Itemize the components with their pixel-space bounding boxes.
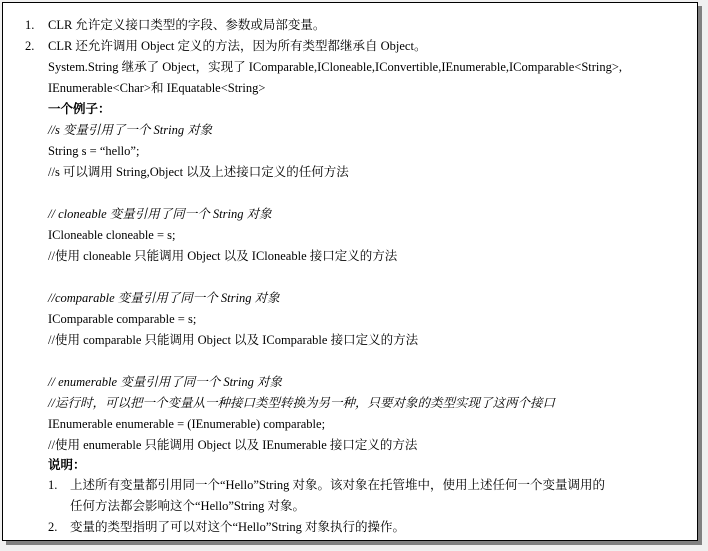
code-comment: //运行时，可以把一个变量从一种接口类型转换为另一种，只要对象的类型实现了这两个接口 [48,396,555,410]
code-comment: // enumerable 变量引用了同一个 String 对象 [48,375,283,389]
note-number: 2. [48,520,58,534]
note-number: 1. [48,478,58,492]
code-line: ICloneable cloneable = s; [48,228,176,242]
note-text: 任何方法都会影响这个“Hello”String 对象。 [70,499,306,513]
code-comment: //使用 cloneable 只能调用 Object 以及 ICloneable 接口定义的方法 [48,249,398,263]
code-comment: //使用 enumerable 只能调用 Object 以及 IEnumerable 接口定义的方法 [48,438,418,452]
note-text: 变量的类型指明了可以对这个“Hello”String 对象执行的操作。 [70,520,406,534]
code-line: IComparable comparable = s; [48,312,197,326]
list-item-text: CLR 允许定义接口类型的字段、参数或局部变量。 [48,18,326,32]
section-heading: 说明： [48,458,86,472]
code-comment: // cloneable 变量引用了同一个 String 对象 [48,207,272,221]
code-comment: //comparable 变量引用了同一个 String 对象 [48,291,280,305]
list-number: 2. [25,39,35,53]
code-comment: //s 可以调用 String,Object 以及上述接口定义的任何方法 [48,165,349,179]
code-line: IEnumerable enumerable = (IEnumerable) comparable; [48,417,326,431]
code-comment: //使用 comparable 只能调用 Object 以及 IComparable 接口定义的方法 [48,333,419,347]
section-heading: 一个例子： [48,102,111,116]
text-line: IEnumerable<Char>和 IEquatable<String> [48,81,266,95]
code-comment: //s 变量引用了一个 String 对象 [48,123,213,137]
list-number: 1. [25,18,35,32]
document-page [2,2,698,541]
note-text: 上述所有变量都引用同一个“Hello”String 对象。该对象在托管堆中，使用上述任何一个变量调用的 [70,478,606,492]
list-item-text: CLR 还允许调用 Object 定义的方法，因为所有类型都继承自 Object。 [48,39,427,53]
text-line: System.String 继承了 Object，实现了 IComparable,ICloneable,IConvertible,IEnumerable,IComparable<String>, [48,60,623,74]
code-line: String s = “hello”; [48,144,140,158]
